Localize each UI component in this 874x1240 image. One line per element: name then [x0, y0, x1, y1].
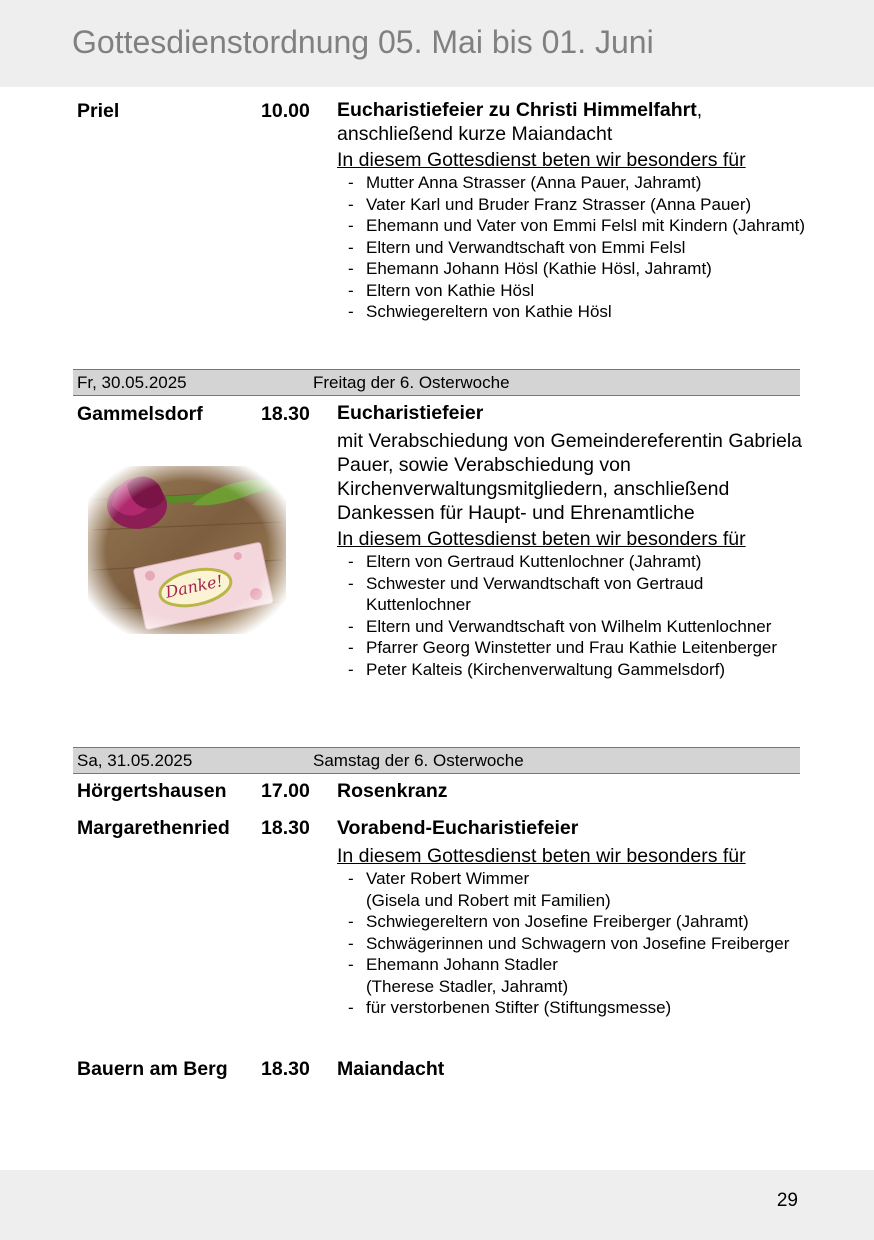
list-item: - Vater Karl und Bruder Franz Strasser (Anna Pauer) — [337, 194, 807, 216]
intention-list — [337, 868, 807, 1019]
list-item: - Eltern von Gertraud Kuttenlochner (Jahramt) — [337, 551, 807, 573]
page-footer — [0, 1170, 874, 1240]
list-item: - Vater Robert Wimmer (Gisela und Robert mit Familien) — [337, 868, 807, 911]
service-content — [337, 98, 807, 323]
day-header — [73, 747, 800, 774]
day-date: Sa, 31.05.2025 — [77, 751, 193, 770]
service-time: 18.30 — [261, 1058, 310, 1080]
intention-intro: In diesem Gottesdienst beten wir besonders für — [337, 528, 746, 550]
intention-list — [337, 172, 807, 323]
day-name: Freitag der 6. Osterwoche — [313, 373, 510, 392]
service-content — [337, 1058, 807, 1080]
service-content — [337, 816, 807, 1019]
service-time: 10.00 — [261, 100, 310, 122]
list-item: - Schwiegereltern von Josefine Freiberger (Jahramt) — [337, 911, 807, 933]
service-title: Maiandacht — [337, 1058, 445, 1080]
service-place: Margarethenried — [77, 817, 230, 839]
list-item: - Peter Kalteis (Kirchenverwaltung Gammelsdorf) — [337, 659, 807, 681]
list-item: - Eltern und Verwandtschaft von Wilhelm Kuttenlochner — [337, 616, 807, 638]
page-header — [0, 0, 874, 87]
list-item: - Eltern von Kathie Hösl — [337, 280, 807, 302]
service-time: 17.00 — [261, 780, 310, 802]
intention-intro: In diesem Gottesdienst beten wir besonders für — [337, 149, 746, 171]
list-item: - Ehemann und Vater von Emmi Felsl mit Kindern (Jahramt) — [337, 215, 807, 237]
list-item: - Schwägerinnen und Schwagern von Josefine Freiberger — [337, 933, 807, 955]
list-item: - für verstorbenen Stifter (Stiftungsmesse) — [337, 997, 807, 1019]
service-time: 18.30 — [261, 817, 310, 839]
service-time: 18.30 — [261, 403, 310, 425]
list-item: - Eltern und Verwandtschaft von Emmi Felsl — [337, 237, 807, 259]
list-item: - Ehemann Johann Stadler (Therese Stadler, Jahramt) — [337, 954, 807, 997]
list-item: - Pfarrer Georg Winstetter und Frau Kathie Leitenberger — [337, 637, 807, 659]
intention-list — [337, 551, 807, 680]
page-number: 29 — [776, 1190, 798, 1211]
list-item: - Mutter Anna Strasser (Anna Pauer, Jahramt) — [337, 172, 807, 194]
page-title: Gottesdienstordnung 05. Mai bis 01. Juni — [72, 24, 654, 60]
service-title: Eucharistiefeier zu Christi Himmelfahrt, — [337, 99, 703, 121]
service-place: Hörgertshausen — [77, 780, 227, 802]
list-item: - Ehemann Johann Hösl (Kathie Hösl, Jahramt) — [337, 258, 807, 280]
service-place: Priel — [77, 100, 120, 122]
tulip-danke-photo — [82, 460, 292, 640]
service-title: Eucharistiefeier — [337, 402, 484, 424]
day-name: Samstag der 6. Osterwoche — [313, 751, 524, 770]
intention-intro: In diesem Gottesdienst beten wir besonders für — [337, 845, 746, 867]
service-place: Bauern am Berg — [77, 1058, 228, 1080]
service-description: mit Verabschiedung von Gemeindereferentin Gabriela Pauer, sowie Verabschiedung von Kirchenverwaltungsmitgliedern, anschließend Dankessen für Haupt- und Ehrenamtliche — [337, 430, 803, 524]
service-title: Rosenkranz — [337, 780, 448, 802]
day-date: Fr, 30.05.2025 — [77, 373, 187, 392]
day-header — [73, 369, 800, 396]
list-item: - Schwester und Verwandtschaft von Gertraud Kuttenlochner — [337, 573, 807, 616]
service-description: anschließend kurze Maiandacht — [337, 123, 613, 145]
list-item: - Schwiegereltern von Kathie Hösl — [337, 301, 807, 323]
service-content — [337, 780, 807, 802]
service-place: Gammelsdorf — [77, 403, 203, 425]
service-title: Vorabend-Eucharistiefeier — [337, 817, 579, 839]
service-content — [337, 401, 807, 680]
